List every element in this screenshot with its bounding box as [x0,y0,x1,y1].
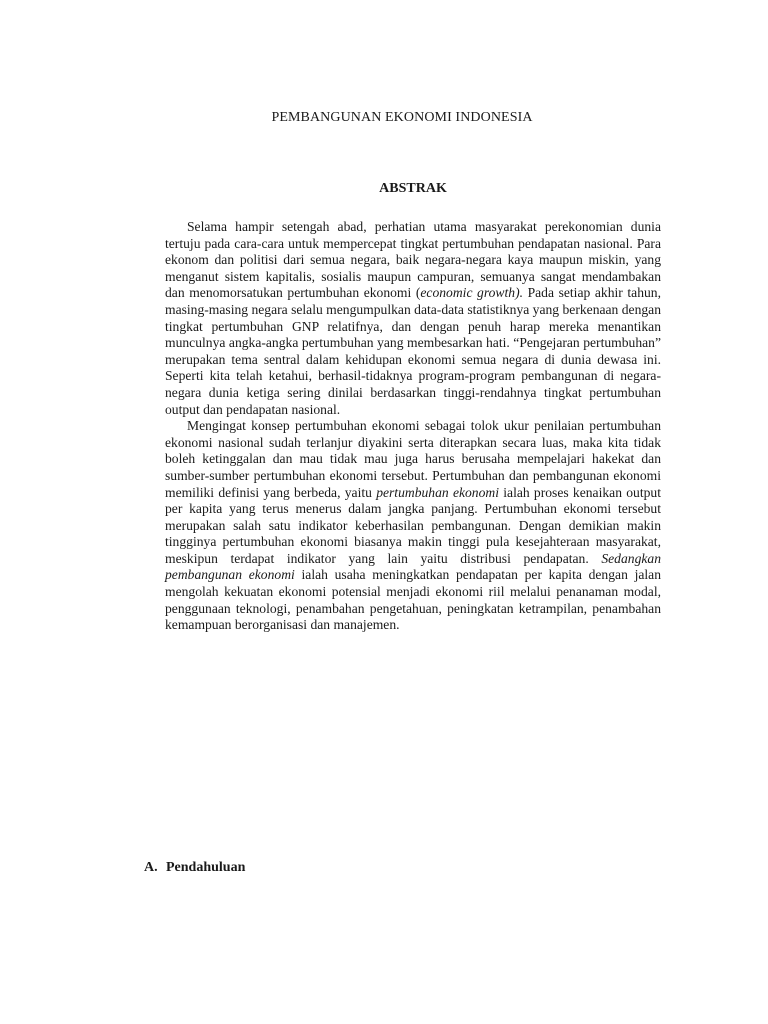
abstract-body [165,219,661,634]
section-heading-pendahuluan [144,860,245,876]
paragraph-2-italic-term-2: Sedangkan pembangunan ekonomi [165,550,661,583]
paragraph-2-italic-term-1: pertumbuhan ekonomi [376,484,499,500]
document-title: PEMBANGUNAN EKONOMI INDONESIA [271,110,533,125]
section-number: A. [144,860,158,875]
abstract-heading: ABSTRAK [379,181,447,196]
paragraph-2-text-c: ialah proses kenaikan output per kapita yang terus menerus dalam jangka panjang. Pertumbuhan ekonomi tersebut merupakan salah satu indikator keberhasilan pembangunan. Dengan demikian makin tingginya pertumbuhan ekonomi biasanya makin tinggi pula kesejahteraan masyarakat, meskipun terdapat indikator yang lain yaitu distribusi pendapatan. [165,484,661,566]
abstract-paragraph-1 [165,219,661,418]
paragraph-1-text-a: Selama hampir setengah abad, perhatian utama masyarakat perekonomian dunia tertuju pada cara-cara untuk mempercepat tingkat pertumbuhan pendapatan nasional. Para ekonom dan politisi dari semua negara, baik negara-negara kaya maupun miskin, yang menganut sistem kapitalis, sosialis maupun campuran, semuanya sangat mendambakan dan menomorsatukan pertumbuhan ekonomi ( [165,219,661,301]
section-title: Pendahuluan [166,860,246,875]
paragraph-2-text-e: ialah usaha meningkatkan pendapatan per kapita dengan jalan mengolah kekuatan ekonomi potensial menjadi ekonomi riil melalui penanaman modal, penggunaan teknologi, penambahan pengetahuan, peningkatan ketrampilan, penambahan kemampuan berorganisasi dan manajemen. [165,567,661,633]
abstract-paragraph-2 [165,418,661,634]
paragraph-1-italic-term: economic growth). [420,285,523,301]
paragraph-2-text-a: Mengingat konsep pertumbuhan ekonomi sebagai tolok ukur penilaian pertumbuhan ekonomi nasional sudah terlanjur diyakini serta diterapkan secara luas, maka kita tidak boleh ketinggalan dan mau tidak mau juga harus berusaha mempelajari hakekat dan sumber-sumber pertumbuhan ekonomi tersebut. Pertumbuhan dan pembangunan ekonomi memiliki definisi yang berbeda, yaitu [165,418,661,500]
paragraph-1-text-c: Pada setiap akhir tahun, masing-masing negara selalu mengumpulkan data-data statistiknya yang berkenaan dengan tingkat pertumbuhan GNP relatifnya, dan dengan penuh harap mereka menantikan munculnya angka-angka pertumbuhan yang membesarkan hati. “Pengejaran pertumbuhan” merupakan tema sentral dalam kehidupan ekonomi semua negara di dunia dewasa ini. Seperti kita telah ketahui, berhasil-tidaknya program-program pembangunan di negara-negara dunia ketiga sering dinilai berdasarkan tinggi-rendahnya tingkat pertumbuhan output dan pendapatan nasional. [165,285,662,417]
